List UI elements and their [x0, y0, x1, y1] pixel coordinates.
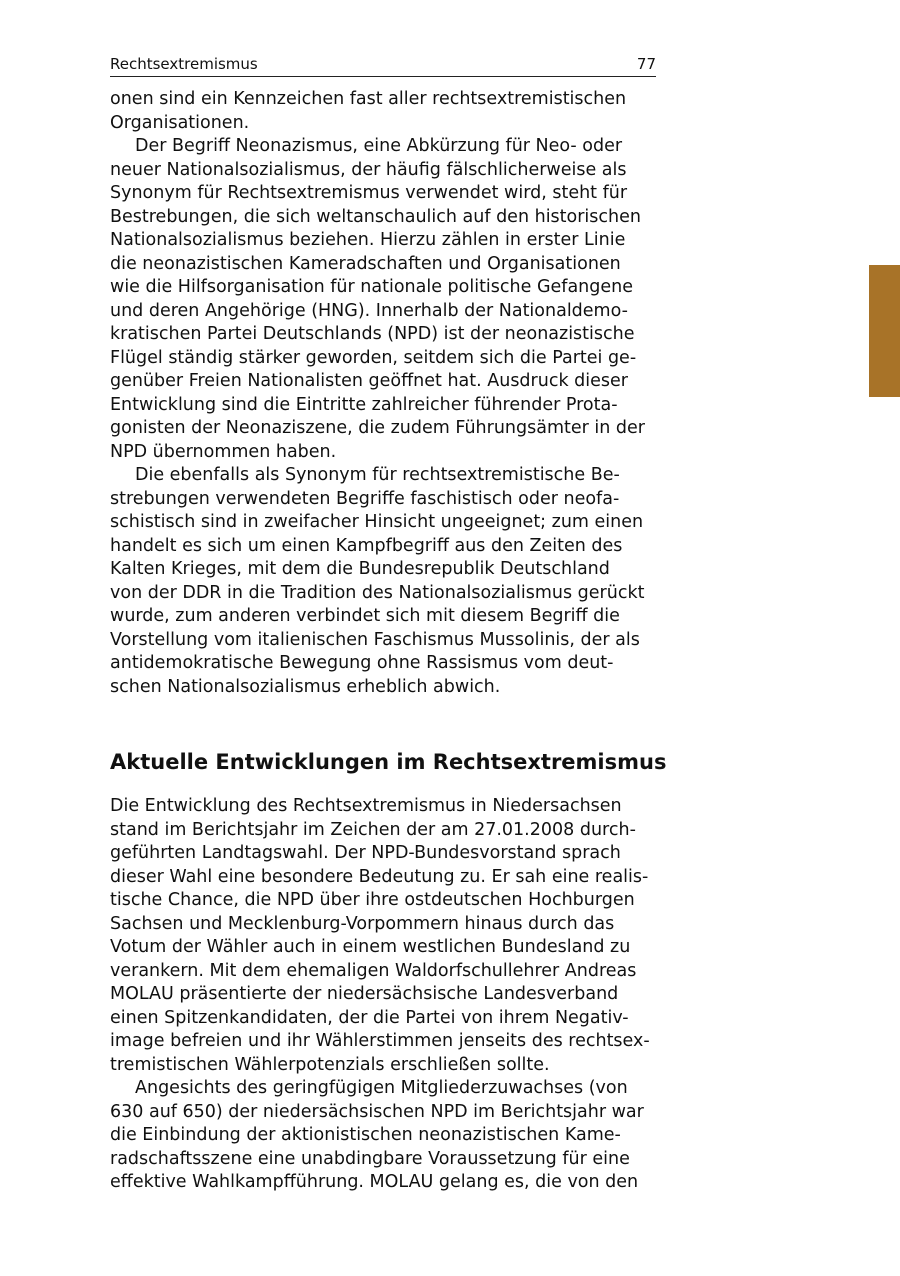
- section-heading: Aktuelle Entwicklungen im Rechtsextremismus: [110, 750, 667, 774]
- text-line: von der DDR in die Tradition des Nationalsozialismus gerückt: [110, 582, 645, 603]
- text-line: strebungen verwendeten Begriffe faschistisch oder neofa-: [110, 488, 620, 509]
- body-text-upper: [110, 88, 656, 699]
- text-line: tische Chance, die NPD über ihre ostdeutschen Hochburgen: [110, 890, 635, 910]
- text-line: wurde, zum anderen verbindet sich mit diesem Begriff die: [110, 606, 620, 626]
- text-line: neuer Nationalsozialismus, der häufig fälschlicherweise als: [110, 159, 627, 180]
- text-line: gonisten der Neonaziszene, die zudem Führungsämter in der: [110, 418, 645, 438]
- text-line: Flügel ständig stärker geworden, seitdem sich die Partei ge-: [110, 347, 637, 368]
- text-line: verankern. Mit dem ehemaligen Waldorfschullehrer Andreas: [110, 960, 637, 981]
- text-line: Organisationen.: [110, 112, 250, 133]
- running-header: [110, 52, 656, 77]
- text-line: die Einbindung der aktionistischen neonazistischen Kame-: [110, 1125, 621, 1145]
- running-title: Rechtsextremismus: [110, 55, 258, 73]
- text-line: Die ebenfalls als Synonym für rechtsextremistische Be-: [135, 465, 620, 485]
- chapter-side-tab: [869, 265, 900, 397]
- page-number: 77: [636, 55, 656, 73]
- text-line: onen sind ein Kennzeichen fast aller rechtsextremistischen: [110, 89, 627, 109]
- text-line: Votum der Wähler auch in einem westlichen Bundesland zu: [110, 937, 631, 957]
- text-line: Bestrebungen, die sich weltanschaulich auf den historischen: [110, 206, 641, 227]
- text-line: tremistischen Wählerpotenzials erschließen sollte.: [110, 1054, 550, 1075]
- text-line: einen Spitzenkandidaten, der die Partei von ihrem Negativ-: [110, 1007, 629, 1028]
- text-line: schen Nationalsozialismus erheblich abwich.: [110, 676, 501, 697]
- text-line: schistisch sind in zweifacher Hinsicht ungeeignet; zum einen: [110, 512, 644, 532]
- text-line: image befreien und ihr Wählerstimmen jenseits des rechtsex-: [110, 1031, 650, 1051]
- text-line: Die Entwicklung des Rechtsextremismus in Niedersachsen: [110, 796, 622, 816]
- text-line: NPD übernommen haben.: [110, 441, 337, 462]
- text-line: Synonym für Rechtsextremismus verwendet wird, steht für: [110, 183, 628, 203]
- text-line: MOLAU präsentierte der niedersächsische Landesverband: [110, 984, 619, 1004]
- text-line: die neonazistischen Kameradschaften und Organisationen: [110, 253, 621, 274]
- text-line: Der Begriff Neonazismus, eine Abkürzung für Neo- oder: [135, 136, 623, 156]
- text-line: antidemokratische Bewegung ohne Rassismus vom deut-: [110, 653, 614, 673]
- text-line: Vorstellung vom italienischen Faschismus Mussolinis, der als: [110, 629, 640, 650]
- text-line: Angesichts des geringfügigen Mitgliederzuwachses (von: [135, 1078, 628, 1098]
- body-text-lower: [110, 795, 656, 1195]
- text-line: dieser Wahl eine besondere Bedeutung zu. Er sah eine realis-: [110, 866, 649, 887]
- text-line: effektive Wahlkampfführung. MOLAU gelang es, die von den: [110, 1172, 639, 1192]
- text-line: Entwicklung sind die Eintritte zahlreicher führender Prota-: [110, 394, 618, 415]
- text-line: kratischen Partei Deutschlands (NPD) ist der neonazistische: [110, 324, 635, 344]
- text-line: handelt es sich um einen Kampfbegriff aus den Zeiten des: [110, 535, 623, 556]
- text-line: Sachsen und Mecklenburg-Vorpommern hinaus durch das: [110, 913, 615, 934]
- text-line: radschaftsszene eine unabdingbare Voraussetzung für eine: [110, 1148, 630, 1169]
- text-line: Nationalsozialismus beziehen. Hierzu zählen in erster Linie: [110, 230, 626, 250]
- text-line: Kalten Krieges, mit dem die Bundesrepublik Deutschland: [110, 559, 610, 579]
- text-line: stand im Berichtsjahr im Zeichen der am 27.01.2008 durch-: [110, 819, 636, 840]
- text-line: und deren Angehörige (HNG). Innerhalb der Nationaldemo-: [110, 300, 628, 321]
- text-line: 630 auf 650) der niedersächsischen NPD im Berichtsjahr war: [110, 1101, 644, 1122]
- text-line: geführten Landtagswahl. Der NPD-Bundesvorstand sprach: [110, 843, 621, 863]
- text-line: wie die Hilfsorganisation für nationale politische Gefangene: [110, 277, 633, 297]
- text-line: genüber Freien Nationalisten geöffnet hat. Ausdruck dieser: [110, 371, 628, 391]
